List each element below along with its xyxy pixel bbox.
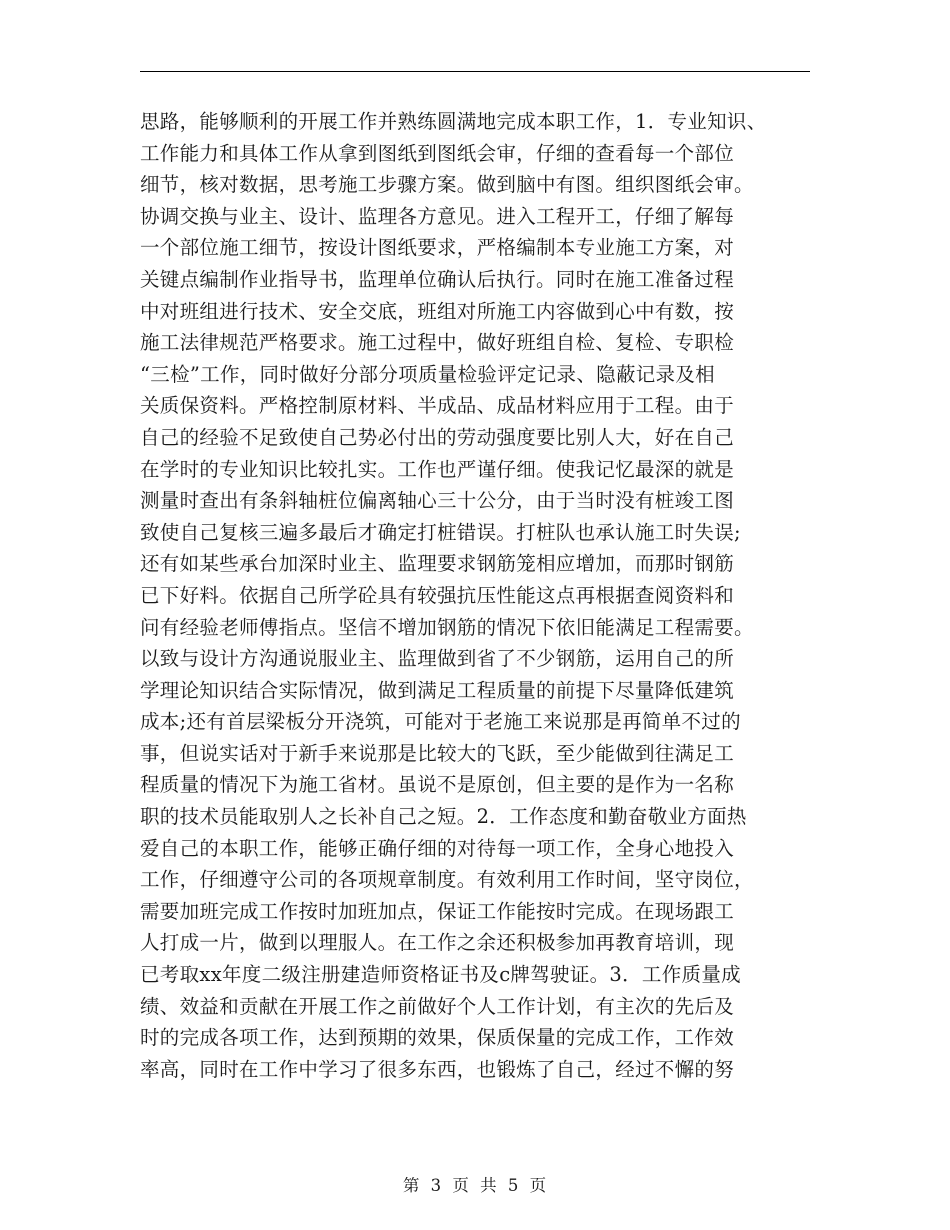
text-line: 致使自己复核三遍多最后才确定打桩错误。打桩队也承认施工时失误; [140, 520, 741, 544]
text-line: 协调交换与业主、设计、监理各方意见。进入工程开工，仔细了解每 [140, 204, 735, 228]
text-line: 需要加班完成工作按时加班加点，保证工作能按时完成。在现场跟工 [140, 899, 735, 923]
text-line: 爱自己的本职工作，能够正确仔细的对待每一项工作，全身心地投入 [140, 836, 735, 860]
header-rule [140, 71, 810, 72]
text-line: 一个部位施工细节，按设计图纸要求，严格编制本专业施工方案，对 [140, 236, 735, 260]
text-line: 率高，同时在工作中学习了很多东西，也锻炼了自己，经过不懈的努 [140, 1057, 735, 1081]
footer-page-number: 3 [430, 1176, 443, 1195]
text-line: 已考取xx年度二级注册建造师资格证书及c牌驾驶证。3．工作质量成 [140, 963, 741, 987]
text-line: 事，但说实话对于新手来说那是比较大的飞跃，至少能做到往满足工 [140, 741, 735, 765]
page-footer [0, 1172, 950, 1196]
footer-total-label: 共 [480, 1176, 498, 1195]
text-line: 绩、效益和贡献在开展工作之前做好个人工作计划，有主次的先后及 [140, 994, 735, 1018]
text-line: 程质量的情况下为施工省材。虽说不是原创，但主要的是作为一名称 [140, 773, 735, 797]
text-line: 思路，能够顺利的开展工作并熟练圆满地完成本职工作，1．专业知识、 [140, 110, 767, 133]
text-line: 问有经验老师傅指点。坚信不增加钢筋的情况下依旧能满足工程需要。 [140, 615, 754, 639]
text-line: 施工法律规范严格要求。施工过程中，做好班组自检、复检、专职检 [140, 331, 735, 355]
text-line: “三检”工作，同时做好分部分项质量检验评定记录、隐蔽记录及相 [140, 362, 715, 386]
text-line: 中对班组进行技术、安全交底，班组对所施工内容做到心中有数，按 [140, 299, 735, 323]
text-line: 关质保资料。严格控制原材料、半成品、成品材料应用于工程。由于 [140, 394, 735, 418]
text-line: 关键点编制作业指导书，监理单位确认后执行。同时在施工准备过程 [140, 267, 735, 291]
text-line: 自己的经验不足致使自己势必付出的劳动强度要比别人大，好在自己 [140, 425, 735, 449]
text-line: 成本;还有首层梁板分开浇筑，可能对于老施工来说那是再简单不过的 [140, 710, 741, 734]
footer-page-label: 页 [452, 1176, 470, 1195]
footer-suffix: 页 [529, 1176, 548, 1195]
text-line: 在学时的专业知识比较扎实。工作也严谨仔细。使我记忆最深的就是 [140, 457, 735, 481]
text-line: 职的技术员能取别人之长补自己之短。2．工作态度和勤奋敬业方面热 [140, 805, 747, 829]
text-line: 还有如某些承台加深时业主、监理要求钢筋笼相应增加，而那时钢筋 [140, 552, 735, 576]
text-line: 学理论知识结合实际情况，做到满足工程质量的前提下尽量降低建筑 [140, 678, 735, 702]
text-line: 已下好料。依据自己所学砼具有较强抗压性能这点再根据查阅资料和 [140, 583, 735, 607]
text-line: 工作，仔细遵守公司的各项规章制度。有效利用工作时间，坚守岗位， [140, 868, 754, 892]
text-line: 时的完成各项工作，达到预期的效果，保质保量的完成工作，工作效 [140, 1026, 735, 1050]
text-line: 工作能力和具体工作从拿到图纸到图纸会审，仔细的查看每一个部位 [140, 141, 735, 165]
document-body [140, 106, 820, 1085]
text-line: 人打成一片，做到以理服人。在工作之余还积极参加再教育培训，现 [140, 931, 735, 955]
footer-prefix: 第 [402, 1176, 421, 1195]
text-line: 以致与设计方沟通说服业主、监理做到省了不少钢筋，运用自己的所 [140, 647, 735, 671]
text-line: 测量时查出有条斜轴桩位偏离轴心三十公分，由于当时没有桩竣工图 [140, 489, 735, 513]
footer-total-pages: 5 [507, 1176, 520, 1195]
text-line: 细节，核对数据，思考施工步骤方案。做到脑中有图。组织图纸会审。 [140, 173, 754, 197]
